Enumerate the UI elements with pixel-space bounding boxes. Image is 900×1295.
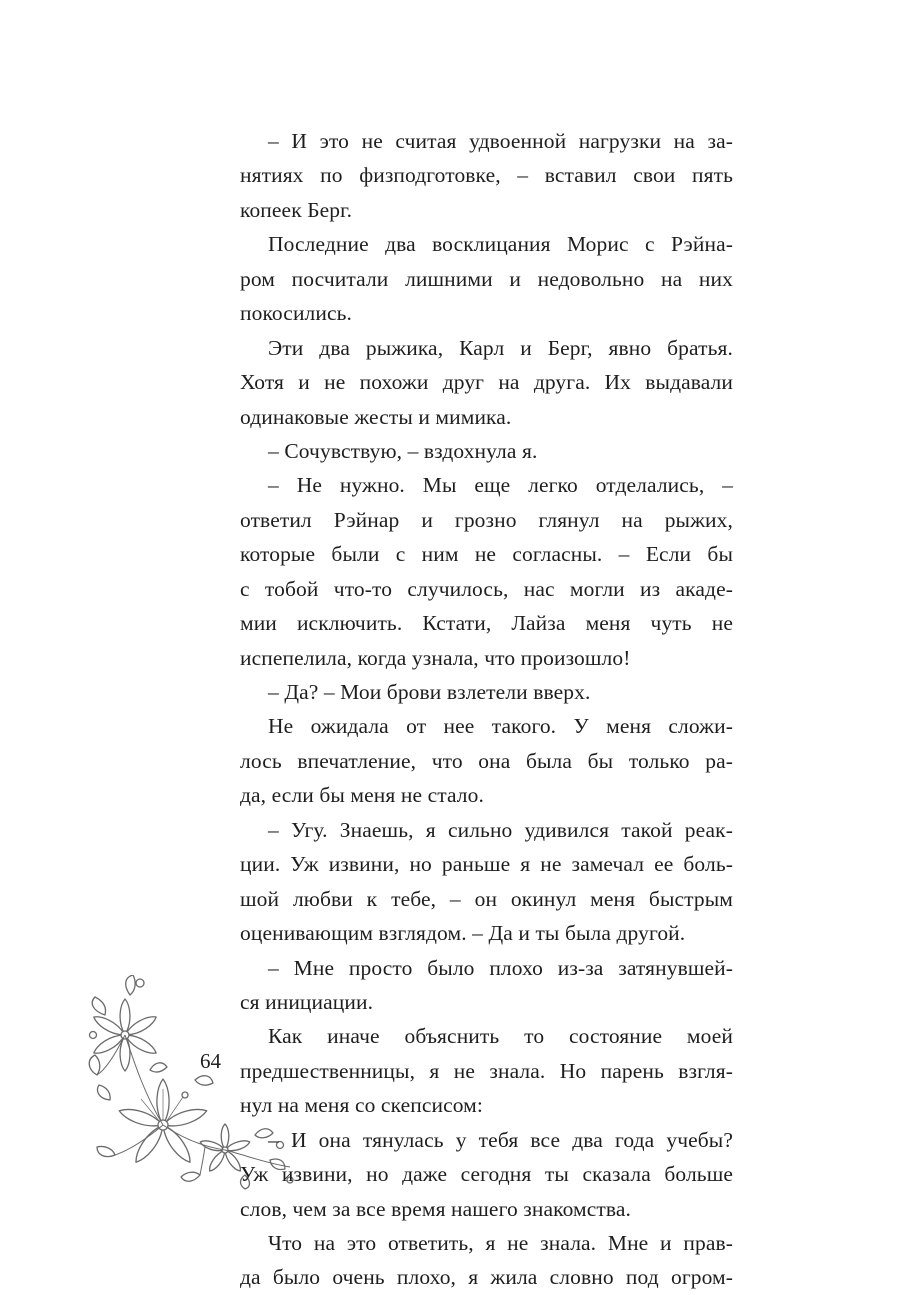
text-line: – Мне просто было плохо из-за затянувшей- bbox=[268, 955, 733, 980]
text-line: с тобой что-то случилось, нас могли из акаде- bbox=[240, 576, 733, 601]
text-line: испепелила, когда узнала, что произошло! bbox=[240, 645, 631, 670]
text-line: Последние два восклицания Морис с Рэйна- bbox=[268, 232, 733, 257]
text-line: Что на это ответить, я не знала. Мне и прав- bbox=[268, 1231, 733, 1255]
text-line: Как иначе объяснить то состояние моей bbox=[268, 1024, 733, 1049]
text-line: ции. Уж извини, но раньше я не замечал ее боль- bbox=[240, 852, 733, 877]
text-line: оценивающим взглядом. – Да и ты была другой. bbox=[240, 921, 686, 946]
text-line: да, если бы меня не стало. bbox=[240, 783, 484, 808]
text-line: да было очень плохо, я жила словно под огром- bbox=[240, 1265, 733, 1290]
text-line: мии исключить. Кстати, Лайза меня чуть не bbox=[240, 611, 733, 636]
text-line: нятиях по физподготовке, – вставил свои пять bbox=[240, 163, 733, 188]
text-line: ся инициации. bbox=[240, 989, 374, 1014]
text-line: Уж извини, но даже сегодня ты сказала больше bbox=[240, 1162, 733, 1187]
text-line: – Угу. Знаешь, я сильно удивился такой реак- bbox=[268, 817, 733, 842]
text-line: лось впечатление, что она была бы только ра- bbox=[240, 748, 733, 773]
text-line: Не ожидала от нее такого. У меня сложи- bbox=[268, 714, 733, 739]
text-line: копеек Берг. bbox=[240, 197, 353, 222]
text-line: Эти два рыжика, Карл и Берг, явно братья. bbox=[268, 335, 733, 360]
text-line: Хотя и не похожи друг на друга. Их выдавали bbox=[240, 370, 733, 395]
text-line: – И она тянулась у тебя все два года учебы? bbox=[268, 1127, 733, 1152]
text-line: которые были с ним не согласны. – Если бы bbox=[240, 542, 733, 567]
text-line: шой любви к тебе, – он окинул меня быстрым bbox=[240, 886, 733, 911]
text-line: слов, чем за все время нашего знакомства. bbox=[240, 1196, 631, 1221]
page-number: 64 bbox=[200, 1049, 221, 1073]
text-line: ром посчитали лишними и недовольно на них bbox=[240, 266, 733, 291]
text-line: ответил Рэйнар и грозно глянул на рыжих, bbox=[240, 507, 733, 532]
text-line: одинаковые жесты и мимика. bbox=[240, 404, 512, 429]
text-line: – Да? – Мои брови взлетели вверх. bbox=[268, 680, 591, 704]
text-line: нул на меня со скепсисом: bbox=[240, 1093, 483, 1118]
text-line: – Не нужно. Мы еще легко отделались, – bbox=[268, 473, 733, 498]
body-text bbox=[240, 124, 733, 1295]
text-line: предшественницы, я не знала. Но парень взгля- bbox=[240, 1058, 733, 1083]
text-line: покосились. bbox=[240, 301, 353, 326]
text-line: – И это не считая удвоенной нагрузки на за- bbox=[268, 129, 733, 153]
text-line: – Сочувствую, – вздохнула я. bbox=[268, 438, 538, 463]
